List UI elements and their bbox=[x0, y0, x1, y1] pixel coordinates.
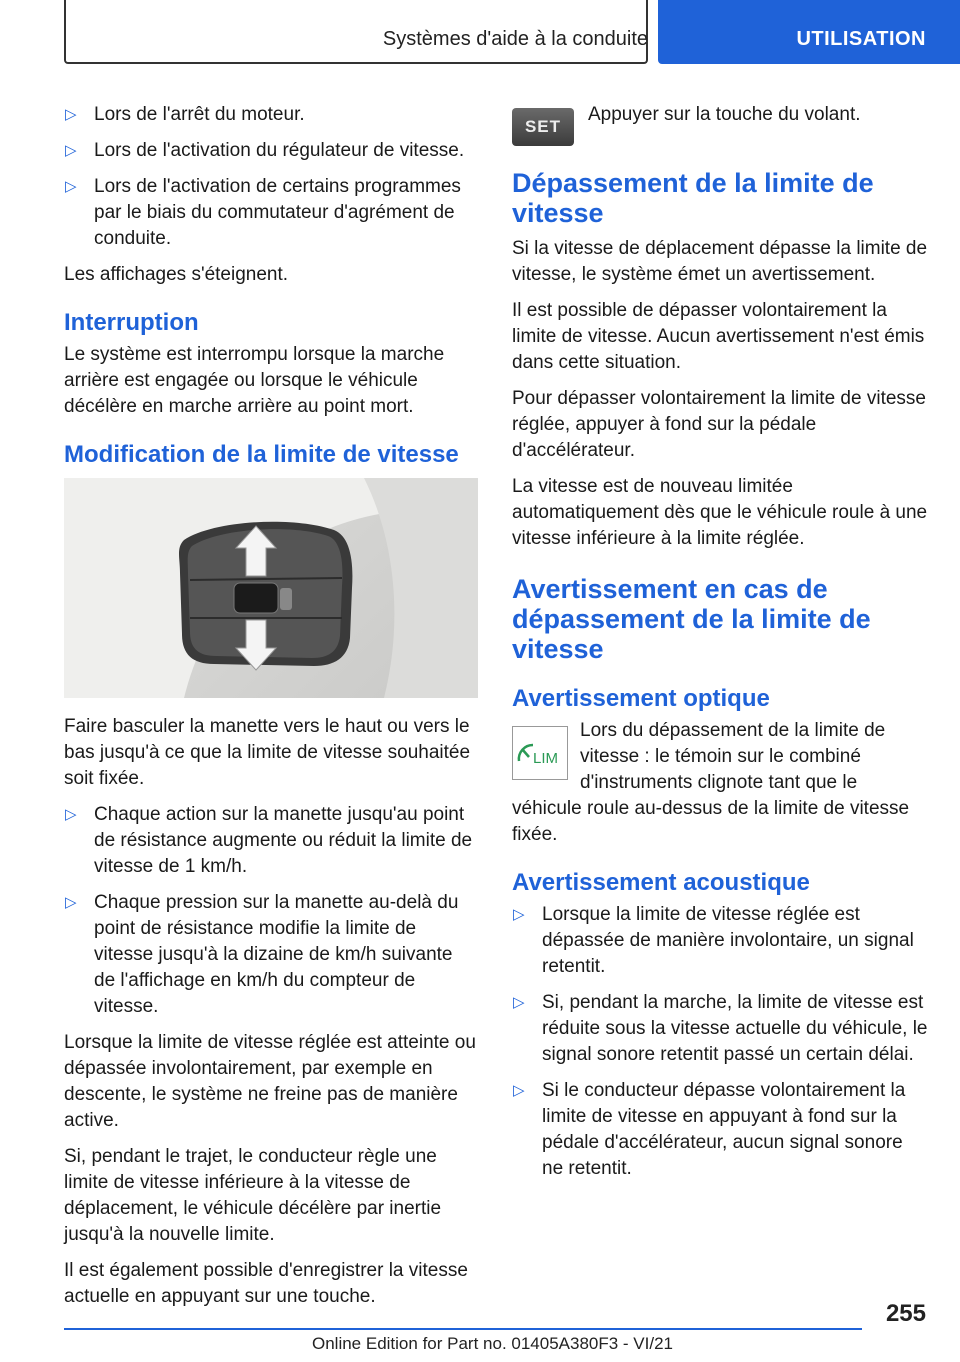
paragraph-set: Appuyer sur la touche du volant. bbox=[588, 104, 861, 125]
bullet-item bbox=[512, 1078, 928, 1182]
lim-gauge-icon bbox=[513, 727, 567, 779]
chapter-tab bbox=[658, 0, 960, 64]
bullet-item bbox=[512, 902, 928, 980]
steering-wheel-illustration bbox=[64, 478, 478, 698]
bullet-triangle-icon: ▷ bbox=[65, 178, 77, 195]
footer-rule bbox=[64, 1328, 862, 1330]
bullet-item bbox=[64, 802, 478, 880]
lim-label: LIM bbox=[533, 750, 559, 767]
footer-edition: Online Edition for Part no. 01405A380F3 - VI/21 bbox=[312, 1334, 674, 1353]
page-header bbox=[0, 0, 960, 66]
bullet-text: Si le conducteur dépasse volontairement la limite de vitesse en appuyant à fond sur la pédale d'accélérateur, aucun signal sonore ne retentit. bbox=[542, 1080, 906, 1179]
paragraph-exceed-1: Si la vitesse de déplacement dépasse la limite de vitesse, le système émet un avertissement. bbox=[512, 238, 928, 285]
bullet-triangle-icon: ▷ bbox=[65, 106, 77, 123]
set-button-row bbox=[512, 102, 928, 146]
left-column bbox=[64, 102, 478, 1320]
heading-acoustic: Avertissement acoustique bbox=[512, 869, 810, 896]
lim-indicator-icon bbox=[512, 726, 568, 780]
bullet-item bbox=[64, 890, 478, 1020]
page-number: 255 bbox=[885, 1300, 926, 1327]
bullet-triangle-icon: ▷ bbox=[65, 142, 77, 159]
heading-modification: Modification de la limite de vitesse bbox=[64, 441, 459, 468]
paragraph-store: Il est également possible d'enregistrer la vitesse actuelle en appuyant sur une touche. bbox=[64, 1260, 468, 1307]
heading-interruption: Interruption bbox=[64, 309, 199, 336]
paragraph-trip: Si, pendant le trajet, le conducteur règle une limite de vitesse inférieure à la vitesse de déplacement, le véhicule décélère par inertie jusqu'à la nouvelle limite. bbox=[64, 1146, 442, 1245]
bullet-text: Lorsque la limite de vitesse réglée est dépassée de manière involontaire, un signal retentit. bbox=[542, 904, 914, 977]
heading-exceed: Dépassement de la limite de vitesse bbox=[512, 168, 874, 228]
bullet-item bbox=[512, 990, 928, 1068]
bullet-triangle-icon: ▷ bbox=[65, 806, 77, 823]
bullet-text: Chaque pression sur la manette au-delà du point de résistance modifie la limite de vitesse jusqu'à la dizaine de km/h suivante de l'affichage en km/h du compteur de vitesse. bbox=[94, 892, 459, 1017]
bullet-triangle-icon: ▷ bbox=[513, 994, 525, 1011]
paragraph-exceed-4: La vitesse est de nouveau limitée automatiquement dès que le véhicule roule à une vitesse inférieure à la limite réglée. bbox=[512, 476, 928, 549]
bullet-item bbox=[64, 174, 478, 252]
heading-warning: Avertissement en cas de dépassement de la limite de vitesse bbox=[512, 574, 871, 664]
bullet-triangle-icon: ▷ bbox=[513, 906, 525, 923]
section-title: Systèmes d'aide à la conduite bbox=[382, 28, 648, 50]
bullet-text: Si, pendant la marche, la limite de vitesse est réduite sous la vitesse actuelle du véhicule, le signal sonore retentit passé un certain délai. bbox=[542, 992, 928, 1065]
bullet-item bbox=[64, 102, 478, 128]
bullet-text: Lors de l'arrêt du moteur. bbox=[94, 104, 305, 125]
optical-warning-block bbox=[512, 718, 928, 848]
bullet-text: Lors de l'activation de certains programmes par le biais du commutateur d'agrément de conduite. bbox=[94, 176, 461, 249]
paragraph-optical: Lors du dépassement de la limite de vitesse : le témoin sur le combiné d'instruments clignote tant que le véhicule roule au-dessus de la limite de vitesse fixée. bbox=[512, 720, 910, 845]
set-button-icon: SET bbox=[512, 108, 574, 146]
right-column bbox=[512, 102, 928, 1192]
paragraph-exceed-3: Pour dépasser volontairement la limite de vitesse réglée, appuyer à fond sur la pédale d'accélérateur. bbox=[512, 388, 926, 461]
bullet-triangle-icon: ▷ bbox=[513, 1082, 525, 1099]
paragraph-reached: Lorsque la limite de vitesse réglée est atteinte ou dépassée involontairement, par exemple en descente, le système ne freine pas de manière active. bbox=[64, 1032, 476, 1131]
paragraph-tilt: Faire basculer la manette vers le haut ou vers le bas jusqu'à ce que la limite de vitesse souhaitée soit fixée. bbox=[64, 716, 471, 789]
paragraph-interruption: Le système est interrompu lorsque la marche arrière est engagée ou lorsque le véhicule décélère en marche arrière au point mort. bbox=[64, 344, 445, 417]
paragraph-displays-off: Les affichages s'éteignent. bbox=[64, 264, 289, 285]
bullet-text: Chaque action sur la manette jusqu'au point de résistance augmente ou réduit la limite de vitesse de 1 km/h. bbox=[94, 804, 473, 877]
chapter-tab-label: UTILISATION bbox=[796, 28, 926, 50]
bullet-triangle-icon: ▷ bbox=[65, 894, 77, 911]
steering-wheel-controls-photo bbox=[64, 478, 478, 698]
bullet-item bbox=[64, 138, 478, 164]
heading-optical: Avertissement optique bbox=[512, 685, 770, 712]
paragraph-exceed-2: Il est possible de dépasser volontairement la limite de vitesse. Aucun avertissement n'est émis dans cette situation. bbox=[512, 300, 925, 373]
bullet-text: Lors de l'activation du régulateur de vitesse. bbox=[94, 140, 465, 161]
